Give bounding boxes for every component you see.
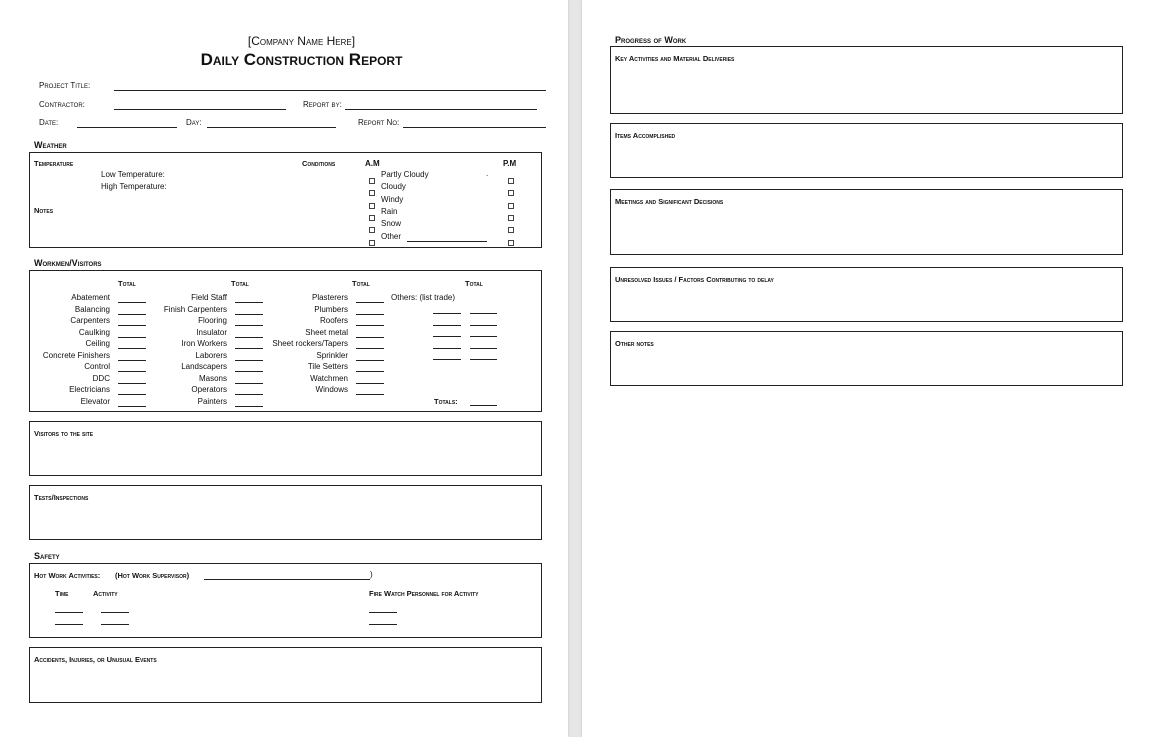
visitors-label: Visitors to the site bbox=[34, 429, 94, 438]
report-page-2 bbox=[582, 0, 1150, 737]
trade-total-field[interactable] bbox=[356, 383, 384, 384]
trade-total-field[interactable] bbox=[118, 314, 146, 315]
trade-total-field[interactable] bbox=[235, 348, 263, 349]
low-temperature-label: Low Temperature: bbox=[101, 170, 165, 179]
supervisor-field[interactable] bbox=[204, 579, 370, 580]
notes-label: Notes bbox=[34, 206, 54, 215]
trade-total-field[interactable] bbox=[235, 325, 263, 326]
other-trade-total-field[interactable] bbox=[470, 313, 497, 314]
trade-label: Landscapers bbox=[181, 362, 227, 371]
other-trade-field[interactable] bbox=[433, 336, 461, 337]
other-trade-field[interactable] bbox=[433, 359, 461, 360]
report-no-field[interactable] bbox=[403, 127, 546, 128]
condition-label-3: Rain bbox=[381, 206, 398, 216]
unresolved-issues-box[interactable] bbox=[610, 267, 1123, 322]
trade-label: Iron Workers bbox=[181, 339, 227, 348]
trade-total-field[interactable] bbox=[118, 302, 146, 303]
visitors-box[interactable] bbox=[29, 421, 542, 476]
trade-label: Insulator bbox=[196, 327, 227, 337]
report-no-label: Report No: bbox=[358, 118, 400, 127]
items-accomplished-box[interactable] bbox=[610, 123, 1123, 178]
weather-heading: Weather bbox=[34, 140, 67, 150]
trade-label: Field Staff bbox=[191, 293, 227, 302]
key-activities-box[interactable] bbox=[610, 46, 1123, 114]
trade-total-field[interactable] bbox=[235, 406, 263, 407]
trade-label: Ceiling bbox=[85, 339, 110, 348]
tests-box[interactable] bbox=[29, 485, 542, 540]
trade-label: Laborers bbox=[195, 350, 227, 360]
other-trade-total-field[interactable] bbox=[470, 325, 497, 326]
contractor-label: Contractor: bbox=[39, 100, 85, 109]
trade-total-field[interactable] bbox=[356, 394, 384, 395]
trade-label: Finish Carpenters bbox=[163, 304, 227, 314]
conditions-label: Conditions bbox=[302, 159, 336, 168]
trade-total-field[interactable] bbox=[356, 371, 384, 372]
other-trade-field[interactable] bbox=[433, 313, 461, 314]
trade-total-field[interactable] bbox=[118, 325, 146, 326]
other-trade-field[interactable] bbox=[433, 348, 461, 349]
others-label: Others: (list trade) bbox=[391, 293, 456, 302]
trade-label: Sheet rockers/Tapers bbox=[272, 339, 348, 348]
trade-label: Watchmen bbox=[310, 373, 348, 383]
hot-work-label: Hot Work Activities: bbox=[34, 571, 101, 580]
condition-label-2: Windy bbox=[381, 194, 404, 204]
unresolved-issues-label: Unresolved Issues / Factors Contributing to delay bbox=[615, 275, 774, 284]
trade-label: Caulking bbox=[78, 327, 110, 337]
trade-total-field[interactable] bbox=[356, 302, 384, 303]
condition-label-0: Partly Cloudy bbox=[381, 170, 429, 179]
activity-field-2[interactable] bbox=[101, 624, 129, 625]
trade-label: Electricians bbox=[69, 385, 110, 394]
other-trade-total-field[interactable] bbox=[470, 359, 497, 360]
workmen-heading: Workmen/Visitors bbox=[34, 258, 102, 268]
trade-total-field[interactable] bbox=[118, 394, 146, 395]
fire-watch-field-1[interactable] bbox=[369, 612, 397, 613]
progress-heading: Progress of Work bbox=[615, 35, 687, 45]
trade-label: Control bbox=[84, 362, 110, 371]
report-title: Daily Construction Report bbox=[200, 50, 403, 69]
total-header-1: Total bbox=[118, 279, 136, 288]
pm-label: P.M bbox=[503, 159, 517, 168]
totals-label: Totals: bbox=[434, 397, 458, 406]
accidents-box[interactable] bbox=[29, 647, 542, 703]
meetings-label: Meetings and Significant Decisions bbox=[615, 197, 724, 206]
project-title-field[interactable] bbox=[114, 90, 546, 91]
condition-label-4: Snow bbox=[381, 219, 402, 229]
trade-label: Concrete Finishers bbox=[42, 350, 110, 360]
trade-label: Sheet metal bbox=[305, 327, 348, 337]
trade-label: Tile Setters bbox=[307, 362, 348, 371]
workmen-box bbox=[29, 270, 542, 412]
pm-checkbox-5[interactable] bbox=[508, 233, 514, 251]
other-trade-field[interactable] bbox=[433, 325, 461, 326]
trade-label: Windows bbox=[315, 385, 348, 394]
am-label: A.M bbox=[365, 159, 380, 168]
stray-period: . bbox=[486, 169, 489, 178]
contractor-field[interactable] bbox=[114, 109, 286, 110]
trade-label: Plasterers bbox=[311, 293, 348, 302]
other-notes-box[interactable] bbox=[610, 331, 1123, 386]
trade-label: Sprinkler bbox=[316, 350, 348, 360]
company-name: [Company Name Here] bbox=[247, 34, 356, 48]
trade-total-field[interactable] bbox=[356, 314, 384, 315]
safety-heading: Safety bbox=[34, 551, 60, 561]
trade-total-field[interactable] bbox=[356, 348, 384, 349]
trade-total-field[interactable] bbox=[118, 371, 146, 372]
report-by-label: Report by: bbox=[303, 100, 342, 109]
condition-label-5: Other bbox=[381, 231, 402, 241]
trade-label: Masons bbox=[198, 373, 227, 383]
trade-total-field[interactable] bbox=[235, 360, 263, 361]
fire-watch-field-2[interactable] bbox=[369, 624, 397, 625]
activity-field-1[interactable] bbox=[101, 612, 129, 613]
trade-total-field[interactable] bbox=[356, 360, 384, 361]
trade-label: Elevator bbox=[80, 396, 110, 406]
trade-total-field[interactable] bbox=[356, 337, 384, 338]
trade-total-field[interactable] bbox=[235, 302, 263, 303]
accidents-label: Accidents, Injuries, or Unusual Events bbox=[34, 655, 157, 664]
other-condition-field[interactable] bbox=[407, 241, 487, 242]
total-header-2: Total bbox=[231, 279, 249, 288]
trade-total-field[interactable] bbox=[118, 337, 146, 338]
trade-total-field[interactable] bbox=[235, 337, 263, 338]
trade-total-field[interactable] bbox=[118, 348, 146, 349]
trade-label: Operators bbox=[191, 385, 227, 394]
weather-box bbox=[29, 152, 542, 248]
trade-label: Abatement bbox=[71, 293, 110, 302]
total-header-3: Total bbox=[352, 279, 370, 288]
activity-label: Activity bbox=[93, 589, 118, 598]
meetings-box[interactable] bbox=[610, 189, 1123, 255]
condition-label-1: Cloudy bbox=[381, 182, 406, 192]
close-paren: ) bbox=[370, 570, 373, 579]
report-page-1 bbox=[0, 0, 568, 737]
am-checkbox-5[interactable] bbox=[369, 233, 375, 251]
trade-total-field[interactable] bbox=[118, 360, 146, 361]
report-by-field[interactable] bbox=[345, 109, 537, 110]
trade-label: Painters bbox=[197, 396, 227, 406]
time-label: Time bbox=[55, 589, 69, 598]
hot-work-supervisor-label: (Hot Work Supervisor) bbox=[115, 571, 190, 580]
trade-total-field[interactable] bbox=[235, 394, 263, 395]
trade-total-field[interactable] bbox=[118, 406, 146, 407]
fire-watch-label: Fire Watch Personnel for Activity bbox=[369, 589, 479, 598]
trade-total-field[interactable] bbox=[235, 371, 263, 372]
time-field-2[interactable] bbox=[55, 624, 83, 625]
items-accomplished-label: Items Accomplished bbox=[615, 131, 676, 140]
trade-total-field[interactable] bbox=[235, 314, 263, 315]
trade-label: Flooring bbox=[198, 316, 227, 325]
trade-label: Carpenters bbox=[70, 316, 110, 325]
day-label: Day: bbox=[186, 118, 202, 127]
date-field[interactable] bbox=[77, 127, 177, 128]
trade-label: Balancing bbox=[74, 304, 110, 314]
trade-label: Plumbers bbox=[314, 304, 348, 314]
other-trade-total-field[interactable] bbox=[470, 336, 497, 337]
trade-total-field[interactable] bbox=[235, 383, 263, 384]
tests-label: Tests/Inspections bbox=[34, 493, 89, 502]
totals-field[interactable] bbox=[470, 405, 497, 406]
time-field-1[interactable] bbox=[55, 612, 83, 613]
temperature-label: Temperature bbox=[34, 159, 74, 168]
high-temperature-label: High Temperature: bbox=[101, 182, 167, 191]
trade-label: DDC bbox=[92, 373, 110, 383]
trade-total-field[interactable] bbox=[356, 325, 384, 326]
key-activities-label: Key Activities and Material Deliveries bbox=[615, 54, 735, 63]
day-field[interactable] bbox=[207, 127, 336, 128]
other-notes-label: Other notes bbox=[615, 339, 654, 348]
total-header-4: Total bbox=[465, 279, 483, 288]
date-label: Date: bbox=[39, 118, 59, 127]
project-title-label: Project Title: bbox=[39, 81, 91, 90]
other-trade-total-field[interactable] bbox=[470, 348, 497, 349]
safety-box bbox=[29, 563, 542, 638]
trade-total-field[interactable] bbox=[118, 383, 146, 384]
trade-label: Roofers bbox=[319, 316, 348, 325]
